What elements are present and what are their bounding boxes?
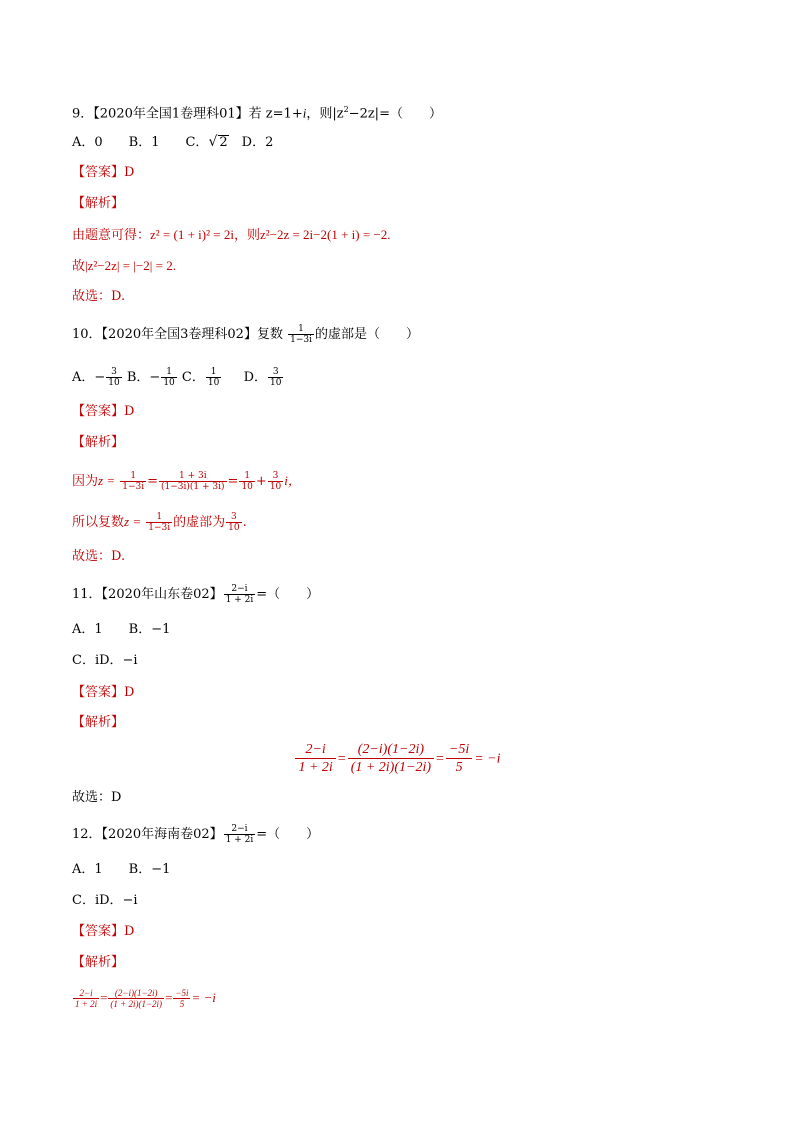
q12-options-ab: A．1 B．−1 (72, 862, 171, 877)
q9-conclusion: 故选：D. (72, 289, 126, 304)
q9-answer: 【答案】D (72, 165, 135, 180)
fraction: $\frac{2-i}{1 + 2i}$ (225, 584, 254, 605)
q9-options: A．0 B．1 C．√ 2 D．2 (72, 134, 274, 150)
q10-analysis-line1: 因为z = $\frac{1}{1-3i}$ = $\frac{1 + 3i}{(1-3i)(1 + 3i)}$ = $\frac{1}{10}$ + $\frac{3}{10}$ i， (72, 471, 301, 492)
q11-conclusion: 故选：D (72, 790, 122, 805)
q11-options-ab: A．1 B．−1 (72, 622, 171, 637)
q10-stem: 10．【2020年全国3卷理科02】复数 $\frac{1}{1-3i}$ 的虚部是（ ） (72, 324, 419, 345)
sqrt-radicand: 2 (219, 135, 228, 150)
fraction: $\frac{2-i}{1 + 2i}$ (75, 988, 98, 1009)
q9-analysis-line2: 故|z²−2z| = |−2| = 2. (72, 258, 176, 274)
fraction: $\frac{1}{10}$ (241, 471, 253, 492)
q12-equation: $\frac{2-i}{1 + 2i}$ = $\frac{(2-i)(1-2i)}{(1 + 2i)(1-2i)}$ = $\frac{-5i}{5}$ = −i (75, 988, 216, 1009)
fraction: $\frac{3}{10}$ (108, 367, 120, 388)
fraction: $\frac{2-i}{1 + 2i}$ (225, 824, 254, 845)
fraction: $\frac{1}{10}$ (207, 367, 220, 388)
q10-analysis-line2: 所以复数z = $\frac{1}{1-3i}$ 的虚部为 $\frac{3}{10}$ . (72, 512, 247, 533)
q9-analysis-line1: 由题意可得：z² = (1 + i)² = 2i，则z²−2z = 2i−2(1 + i) = −2. (72, 227, 391, 243)
q12-options-cd: C．iD．−i (72, 893, 138, 908)
q12-analysis-label: 【解析】 (72, 955, 125, 970)
q12-stem: 12．【2020年海南卷02】 $\frac{2-i}{1 + 2i}$ =（ ） (72, 824, 320, 845)
q10-options: A．− $\frac{3}{10}$ B．− $\frac{1}{10}$ C． $\frac{1}{10}$ D． $\frac{3}{10}$ (72, 367, 282, 388)
q11-analysis-label: 【解析】 (72, 715, 125, 730)
q10-analysis-label: 【解析】 (72, 435, 125, 450)
q10-answer: 【答案】D (72, 404, 135, 419)
q11-answer: 【答案】D (72, 685, 135, 700)
fraction: $\frac{3}{10}$ (270, 367, 282, 388)
q11-stem: 11．【2020年山东卷02】 $\frac{2-i}{1 + 2i}$ =（ ） (72, 584, 320, 605)
fraction: $\frac{(2-i)(1-2i)}{(1 + 2i)(1-2i)}$ (110, 988, 163, 1009)
q9-analysis-label: 【解析】 (72, 196, 125, 211)
fraction: $\frac{3}{10}$ (269, 471, 282, 492)
fraction: $\frac{-5i}{5}$ (446, 741, 472, 776)
fraction: $\frac{(2-i)(1-2i)}{(1 + 2i)(1-2i)}$ (348, 741, 434, 776)
q11-display-equation: $\frac{2-i}{1 + 2i}$ = $\frac{(2-i)(1-2i)}{(1 + 2i)(1-2i)}$ = $\frac{-5i}{5}$ = −i (0, 741, 794, 776)
fraction: $\frac{3}{10}$ (228, 512, 240, 533)
fraction: $\frac{-5i}{5}$ (175, 988, 189, 1009)
q11-options-cd: C．iD．−i (72, 653, 138, 668)
fraction: $\frac{1 + 3i}{(1-3i)(1 + 3i)}$ (161, 471, 225, 492)
q12-answer: 【答案】D (72, 924, 135, 939)
fraction: $\frac{1}{1-3i}$ (148, 512, 171, 533)
fraction: $\frac{2-i}{1 + 2i}$ (295, 741, 335, 776)
fraction: $\frac{1}{1-3i}$ (290, 324, 312, 345)
fraction: $\frac{1}{10}$ (163, 367, 175, 388)
fraction: $\frac{1}{1-3i}$ (122, 471, 145, 492)
q9-stem: 9．【2020年全国1卷理科01】若 z=1+i，则$|z^2-2z|=$（ ） (72, 105, 442, 122)
q10-conclusion: 故选：D. (72, 549, 126, 564)
